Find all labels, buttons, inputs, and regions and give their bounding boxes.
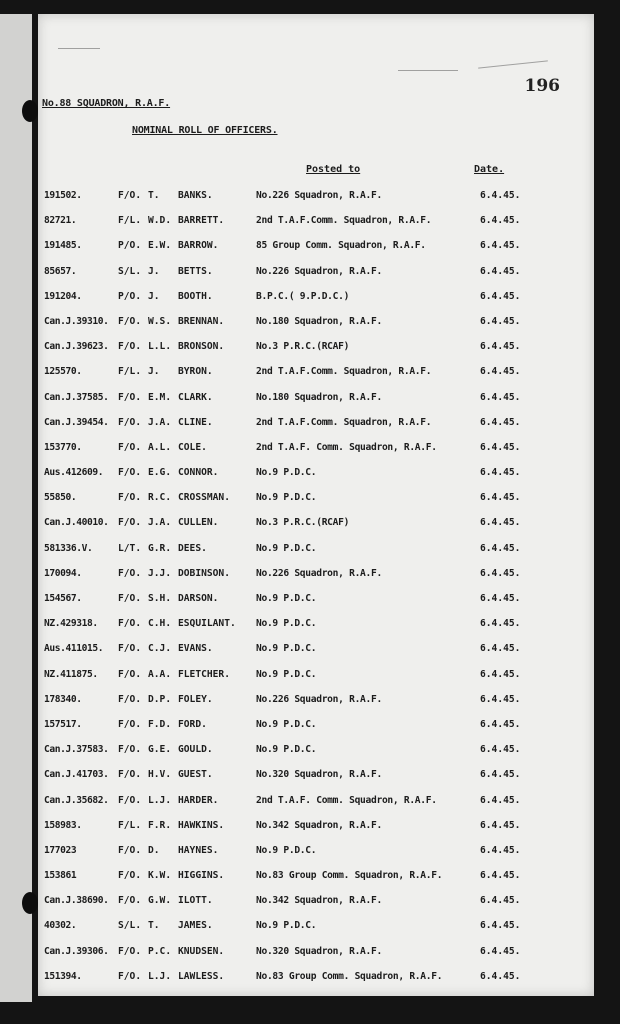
initials: L.J. (148, 970, 172, 982)
surname: COLE. (178, 441, 207, 453)
surname: DARSON. (178, 593, 219, 604)
surname: FORD. (178, 718, 207, 730)
rank: F/O. (118, 416, 142, 428)
officer-row (38, 310, 594, 335)
officer-row (38, 889, 594, 914)
service-number: 153861 (44, 870, 77, 882)
service-number: 153770. (44, 441, 82, 453)
squadron-heading: No.88 SQUADRON, R.A.F. (42, 98, 171, 109)
date: 6.4.45. (480, 895, 521, 907)
rank: F/O. (118, 718, 142, 730)
rank: F/O. (118, 668, 142, 680)
initials: P.C. (148, 945, 172, 957)
service-number: Can.J.38690. (44, 895, 109, 907)
posted-to: No.3 P.R.C.(RCAF) (256, 341, 350, 353)
service-number: NZ.411875. (44, 668, 98, 680)
initials: G.E. (148, 744, 172, 756)
initials: A.L. (148, 441, 172, 453)
posted-to: No.9 P.D.C. (256, 467, 317, 479)
column-header-posted-to: Posted to (306, 164, 361, 175)
initials: E.G. (148, 467, 172, 479)
officer-row (38, 537, 594, 562)
surname: ESQUILANT. (178, 618, 236, 630)
service-number: Can.J.37585. (44, 391, 109, 403)
date: 6.4.45. (480, 240, 521, 252)
surname: HIGGINS. (178, 870, 225, 882)
surname: BOOTH. (178, 290, 213, 302)
service-number: Can.J.40010. (44, 517, 109, 529)
initials: G.R. (148, 542, 172, 554)
officer-row (38, 814, 594, 839)
posted-to: No.9 P.D.C. (256, 593, 317, 604)
initials: W.S. (148, 315, 172, 327)
service-number: Can.J.41703. (44, 769, 109, 781)
column-header-date: Date. (474, 164, 505, 175)
date: 6.4.45. (480, 844, 521, 856)
posted-to: No.320 Squadron, R.A.F. (256, 769, 382, 781)
date: 6.4.45. (480, 593, 521, 604)
initials: J.A. (148, 517, 172, 529)
surname: FOLEY. (178, 693, 213, 705)
officer-row (38, 436, 594, 461)
officer-row (38, 486, 594, 511)
initials: T. (148, 920, 160, 932)
posted-to: No.226 Squadron, R.A.F. (256, 265, 382, 277)
service-number: 191485. (44, 240, 82, 252)
service-number: Aus.412609. (44, 467, 104, 479)
rank: F/L. (118, 366, 142, 378)
rank: F/O. (118, 391, 142, 403)
service-number: Can.J.39306. (44, 945, 109, 957)
initials: J. (148, 290, 160, 302)
initials: F.R. (148, 819, 172, 831)
surname: CONNOR. (178, 467, 219, 479)
initials: J.J. (148, 567, 172, 579)
surname: HARDER. (178, 794, 219, 806)
initials: J. (148, 366, 160, 378)
rank: F/O. (118, 643, 142, 655)
rank: P/O. (118, 290, 142, 302)
surname: BRENNAN. (178, 315, 225, 327)
officer-row (38, 360, 594, 385)
rank: F/O. (118, 190, 142, 201)
officer-row (38, 864, 594, 889)
officer-row (38, 562, 594, 587)
date: 6.4.45. (480, 542, 521, 554)
rank: F/L. (118, 819, 142, 831)
surname: CLINE. (178, 416, 213, 428)
posted-to: No.9 P.D.C. (256, 618, 317, 630)
surname: BYRON. (178, 366, 213, 378)
date: 6.4.45. (480, 718, 521, 730)
service-number: 125570. (44, 366, 82, 378)
officer-row (38, 663, 594, 688)
posted-to: No.9 P.D.C. (256, 718, 317, 730)
surname: BANKS. (178, 190, 213, 201)
date: 6.4.45. (480, 643, 521, 655)
officer-roll-list (38, 184, 594, 990)
officer-row (38, 763, 594, 788)
initials: L.L. (148, 341, 172, 353)
date: 6.4.45. (480, 618, 521, 630)
officer-row (38, 688, 594, 713)
service-number: Can.J.39623. (44, 341, 109, 353)
surname: FLETCHER. (178, 668, 230, 680)
rank: F/O. (118, 794, 142, 806)
surname: HAYNES. (178, 844, 219, 856)
posted-to: No.83 Group Comm. Squadron, R.A.F. (256, 970, 443, 982)
rank: F/O. (118, 693, 142, 705)
posted-to: 2nd T.A.F. Comm. Squadron, R.A.F. (256, 441, 437, 453)
surname: ILOTT. (178, 895, 213, 907)
surname: LAWLESS. (178, 970, 225, 982)
posted-to: No.9 P.D.C. (256, 668, 317, 680)
posted-to: No.320 Squadron, R.A.F. (256, 945, 382, 957)
officer-row (38, 209, 594, 234)
rank: F/O. (118, 970, 142, 982)
rank: F/O. (118, 618, 142, 630)
rank: F/O. (118, 315, 142, 327)
rank: F/O. (118, 441, 142, 453)
officer-row (38, 260, 594, 285)
previous-page-edge (0, 14, 32, 1002)
rank: F/L. (118, 215, 142, 227)
posted-to: 2nd T.A.F.Comm. Squadron, R.A.F. (256, 416, 432, 428)
service-number: 158983. (44, 819, 82, 831)
initials: C.J. (148, 643, 172, 655)
scan-mark (478, 60, 548, 68)
surname: DOBINSON. (178, 567, 230, 579)
date: 6.4.45. (480, 341, 521, 353)
surname: CROSSMAN. (178, 492, 230, 504)
rank: S/L. (118, 265, 142, 277)
initials: J. (148, 265, 160, 277)
date: 6.4.45. (480, 970, 521, 982)
date: 6.4.45. (480, 366, 521, 378)
rank: F/O. (118, 517, 142, 529)
binder-hole (22, 100, 38, 122)
officer-row (38, 511, 594, 536)
rank: F/O. (118, 769, 142, 781)
surname: DEES. (178, 542, 207, 554)
initials: C.H. (148, 618, 172, 630)
date: 6.4.45. (480, 391, 521, 403)
service-number: 178340. (44, 693, 82, 705)
initials: T. (148, 190, 160, 201)
posted-to: No.9 P.D.C. (256, 920, 317, 932)
initials: E.M. (148, 391, 172, 403)
date: 6.4.45. (480, 492, 521, 504)
service-number: 170094. (44, 567, 82, 579)
rank: F/O. (118, 844, 142, 856)
service-number: 85657. (44, 265, 77, 277)
date: 6.4.45. (480, 870, 521, 882)
initials: D.P. (148, 693, 172, 705)
rank: F/O. (118, 744, 142, 756)
date: 6.4.45. (480, 441, 521, 453)
officer-row (38, 940, 594, 965)
service-number: Can.J.35682. (44, 794, 109, 806)
initials: J.A. (148, 416, 172, 428)
binder-hole (22, 892, 38, 914)
posted-to: No.9 P.D.C. (256, 643, 317, 655)
service-number: NZ.429318. (44, 618, 98, 630)
posted-to: No.342 Squadron, R.A.F. (256, 895, 382, 907)
initials: H.V. (148, 769, 172, 781)
date: 6.4.45. (480, 693, 521, 705)
officer-row (38, 335, 594, 360)
surname: CULLEN. (178, 517, 219, 529)
date: 6.4.45. (480, 290, 521, 302)
service-number: Can.J.37583. (44, 744, 109, 756)
initials: K.W. (148, 870, 172, 882)
posted-to: No.342 Squadron, R.A.F. (256, 819, 382, 831)
posted-to: No.9 P.D.C. (256, 492, 317, 504)
scan-mark (398, 70, 458, 71)
officer-row (38, 461, 594, 486)
initials: R.C. (148, 492, 172, 504)
date: 6.4.45. (480, 517, 521, 529)
date: 6.4.45. (480, 945, 521, 957)
date: 6.4.45. (480, 265, 521, 277)
date: 6.4.45. (480, 920, 521, 932)
initials: A.A. (148, 668, 172, 680)
rank: F/O. (118, 945, 142, 957)
posted-to: No.226 Squadron, R.A.F. (256, 693, 382, 705)
officer-row (38, 914, 594, 939)
posted-to: No.180 Squadron, R.A.F. (256, 391, 382, 403)
service-number: 177023 (44, 844, 77, 856)
officer-row (38, 587, 594, 612)
date: 6.4.45. (480, 744, 521, 756)
date: 6.4.45. (480, 769, 521, 781)
date: 6.4.45. (480, 567, 521, 579)
officer-row (38, 738, 594, 763)
rank: P/O. (118, 240, 142, 252)
date: 6.4.45. (480, 794, 521, 806)
officer-row (38, 713, 594, 738)
posted-to: No.9 P.D.C. (256, 542, 317, 554)
initials: D. (148, 844, 160, 856)
date: 6.4.45. (480, 819, 521, 831)
officer-row (38, 965, 594, 990)
service-number: Aus.411015. (44, 643, 104, 655)
rank: F/O. (118, 895, 142, 907)
date: 6.4.45. (480, 668, 521, 680)
service-number: 40302. (44, 920, 77, 932)
surname: HAWKINS. (178, 819, 225, 831)
date: 6.4.45. (480, 215, 521, 227)
surname: EVANS. (178, 643, 213, 655)
surname: BARROW. (178, 240, 219, 252)
rank: F/O. (118, 870, 142, 882)
date: 6.4.45. (480, 416, 521, 428)
initials: L.J. (148, 794, 172, 806)
posted-to: No.226 Squadron, R.A.F. (256, 567, 382, 579)
service-number: 191502. (44, 190, 82, 201)
posted-to: No.3 P.R.C.(RCAF) (256, 517, 350, 529)
rank: S/L. (118, 920, 142, 932)
posted-to: No.83 Group Comm. Squadron, R.A.F. (256, 870, 443, 882)
posted-to: B.P.C.( 9.P.D.C.) (256, 290, 350, 302)
officer-row (38, 386, 594, 411)
officer-row (38, 612, 594, 637)
rank: F/O. (118, 567, 142, 579)
surname: GOULD. (178, 744, 213, 756)
officer-row (38, 637, 594, 662)
officer-row (38, 839, 594, 864)
rank: F/O. (118, 341, 142, 353)
date: 6.4.45. (480, 315, 521, 327)
service-number: 55850. (44, 492, 77, 504)
officer-row (38, 234, 594, 259)
initials: G.W. (148, 895, 172, 907)
surname: CLARK. (178, 391, 213, 403)
date: 6.4.45. (480, 190, 521, 201)
surname: JAMES. (178, 920, 213, 932)
initials: E.W. (148, 240, 172, 252)
surname: BARRETT. (178, 215, 225, 227)
posted-to: 85 Group Comm. Squadron, R.A.F. (256, 240, 426, 252)
service-number: 151394. (44, 970, 82, 982)
rank: F/O. (118, 593, 142, 604)
officer-row (38, 789, 594, 814)
officer-row (38, 411, 594, 436)
posted-to: No.9 P.D.C. (256, 844, 317, 856)
rank: F/O. (118, 467, 142, 479)
surname: KNUDSEN. (178, 945, 225, 957)
rank: L/T. (118, 542, 142, 554)
posted-to: 2nd T.A.F.Comm. Squadron, R.A.F. (256, 215, 432, 227)
officer-row (38, 184, 594, 209)
initials: S.H. (148, 593, 172, 604)
service-number: Can.J.39310. (44, 315, 109, 327)
initials: W.D. (148, 215, 172, 227)
document-title: NOMINAL ROLL OF OFFICERS. (132, 125, 278, 136)
service-number: 581336.V. (44, 542, 93, 554)
posted-to: No.180 Squadron, R.A.F. (256, 315, 382, 327)
date: 6.4.45. (480, 467, 521, 479)
officer-row (38, 285, 594, 310)
surname: BETTS. (178, 265, 213, 277)
surname: GUEST. (178, 769, 213, 781)
service-number: Can.J.39454. (44, 416, 109, 428)
document-page (38, 14, 594, 996)
service-number: 191204. (44, 290, 82, 302)
service-number: 154567. (44, 593, 82, 604)
posted-to: No.9 P.D.C. (256, 744, 317, 756)
scan-mark (58, 48, 100, 49)
initials: F.D. (148, 718, 172, 730)
service-number: 157517. (44, 718, 82, 730)
surname: BRONSON. (178, 341, 225, 353)
posted-to: No.226 Squadron, R.A.F. (256, 190, 382, 201)
service-number: 82721. (44, 215, 77, 227)
posted-to: 2nd T.A.F. Comm. Squadron, R.A.F. (256, 794, 437, 806)
posted-to: 2nd T.A.F.Comm. Squadron, R.A.F. (256, 366, 432, 378)
rank: F/O. (118, 492, 142, 504)
page-number: 196 (524, 76, 560, 96)
